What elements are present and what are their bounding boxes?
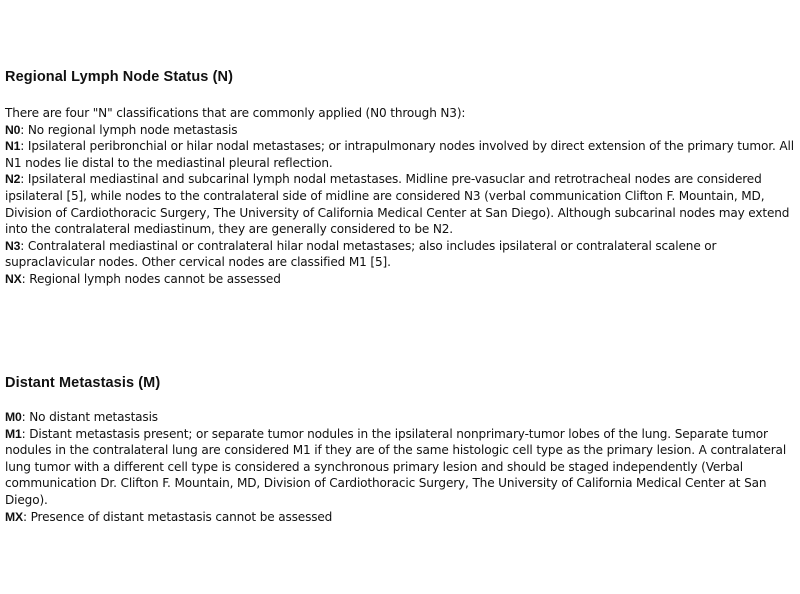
- classification-n2: [5, 171, 797, 237]
- section-heading: Distant Metastasis (M): [5, 375, 161, 391]
- classification-m1: [5, 426, 797, 509]
- classification-code: N0: [5, 122, 21, 137]
- classification-n1: [5, 138, 797, 171]
- classification-code: M1: [5, 426, 22, 441]
- classification-description: : No regional lymph node metastasis: [20, 122, 238, 137]
- classification-description: : Distant metastasis present; or separate tumor nodules in the ipsilateral nonprimary-tumor lobes of the lung. Separate tumor nodules in the contralateral lung are considered M1 if they are of the same histologic cell type as the primary lesion. A contralateral lung tumor with a different cell type is considered a synchronous primary lesion and should be staged independently (Verbal communication Dr. Clifton F. Mountain, MD, Division of Cardiothoracic Surgery, The University of California Medical Center at San Diego).: [5, 426, 787, 507]
- classification-n3: [5, 238, 797, 271]
- section-heading: Regional Lymph Node Status (N): [5, 69, 234, 85]
- classification-code: M0: [5, 410, 22, 424]
- classification-code: N2: [5, 172, 21, 187]
- classification-code: NX: [5, 271, 22, 286]
- classification-code: N3: [5, 238, 21, 253]
- section-distant-metastasis: [5, 374, 797, 525]
- classification-description: : Ipsilateral mediastinal and subcarinal lymph nodal metastases. Midline pre-vasuclar and retrotracheal nodes are considered ipsilateral [5], while nodes to the contralateral side of midline are considered N3 (verbal communication Clifton F. Mountain, MD, Division of Cardiothoracic Surgery, The University of California Medical Center at San Diego). Although subcarinal nodes may extend into the contralateral mediastinum, they are generally considered to be N2.: [5, 172, 790, 237]
- classification-mx: [5, 509, 797, 526]
- classification-code: N1: [5, 139, 21, 154]
- classification-m0: [5, 409, 797, 426]
- classification-n0: [5, 122, 797, 139]
- classification-description: : Contralateral mediastinal or contralateral hilar nodal metastases; also includes ipsilateral or contralateral scalene or supraclavicular nodes. Other cervical nodes are classified M1 [5].: [5, 238, 717, 270]
- intro-text: There are four "N" classifications that are commonly applied (N0 through N3):: [5, 106, 466, 120]
- classification-description: : Ipsilateral peribronchial or hilar nodal metastases; or intrapulmonary nodes involved by direct extension of the primary tumor. All N1 nodes lie distal to the mediastinal pleural reflection.: [5, 139, 794, 170]
- classification-description: : No distant metastasis: [21, 410, 158, 424]
- section-body: [5, 409, 797, 525]
- classification-code: MX: [5, 509, 23, 524]
- section-regional-lymph-node-status: [5, 68, 797, 288]
- classification-nx: [5, 271, 797, 288]
- classification-description: : Regional lymph nodes cannot be assessed: [21, 271, 281, 286]
- classification-description: : Presence of distant metastasis cannot be assessed: [22, 509, 333, 524]
- section-body: [5, 105, 797, 288]
